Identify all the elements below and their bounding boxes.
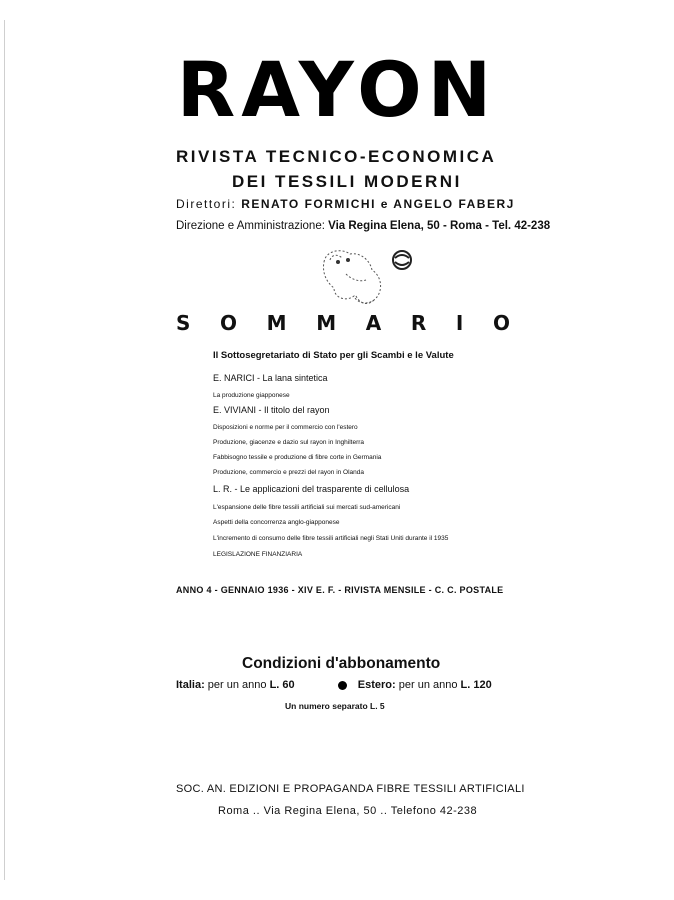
sommario-letter: M [266, 311, 287, 335]
italy-label: Italia: [176, 679, 205, 691]
sommario-letter: S [176, 311, 191, 335]
publisher-name: SOC. AN. EDIZIONI E PROPAGANDA FIBRE TESSILI ARTIFICIALI [176, 783, 525, 795]
toc-entry: Disposizioni e norme per il commercio con l'estero [213, 424, 358, 431]
page-spine-edge [4, 20, 5, 880]
toc-entry: E. VIVIANI - Il titolo del rayon [213, 405, 330, 415]
cat-ball-emblem-icon [316, 240, 420, 312]
toc-entry: Fabbisogno tessile e produzione di fibre corte in Germania [213, 454, 382, 461]
sommario-letter: O [492, 311, 510, 335]
directors-line [176, 197, 515, 211]
subscription-prices [176, 679, 492, 691]
sommario-heading [176, 311, 510, 335]
sommario-letter: R [410, 311, 427, 335]
toc-entry: Produzione, commercio e prezzi del rayon in Olanda [213, 469, 365, 476]
toc-entry: L'espansione delle fibre tessili artificiali sui mercati sud-americani [213, 504, 401, 511]
issue-info-line: ANNO 4 - GENNAIO 1936 - XIV E. F. - RIVISTA MENSILE - C. C. POSTALE [176, 585, 504, 595]
sommario-letter: I [455, 311, 464, 335]
directors-names: RENATO FORMICHI e ANGELO FABERJ [241, 197, 515, 211]
italy-text: per un anno [207, 679, 267, 691]
toc-entry: Il Sottosegretariato di Stato per gli Scambi e le Valute [213, 350, 454, 361]
toc-entry: L'incremento di consumo delle fibre tessili artificiali negli Stati Uniti durante il 1935 [213, 535, 449, 542]
address-line [176, 220, 550, 232]
subtitle-line-2: DEI TESSILI MODERNI [232, 172, 462, 191]
single-issue-price: Un numero separato L. 5 [285, 701, 385, 711]
masthead-title: RAYON [176, 45, 498, 134]
toc-entry: LEGISLAZIONE FINANZIARIA [213, 551, 303, 558]
italy-price: L. 60 [269, 679, 295, 691]
abroad-text: per un anno [398, 679, 458, 691]
subtitle-line-1: RIVISTA TECNICO-ECONOMICA [176, 147, 497, 166]
bullet-dot-icon [338, 681, 347, 690]
toc-entry: L. R. - Le applicazioni del trasparente di cellulosa [213, 484, 410, 494]
abroad-label: Estero: [357, 679, 396, 691]
sommario-letter: A [365, 311, 382, 335]
address-value: Via Regina Elena, 50 - Roma - Tel. 42-238 [328, 220, 551, 232]
publisher-address: Roma .. Via Regina Elena, 50 .. Telefono 42-238 [218, 805, 478, 817]
subscription-title: Condizioni d'abbonamento [242, 655, 441, 672]
directors-label: Direttori: [176, 197, 237, 211]
abroad-price: L. 120 [460, 679, 492, 691]
toc-entry: Aspetti della concorrenza anglo-giapponese [213, 519, 340, 526]
toc-entry: Produzione, giacenze e dazio sul rayon in Inghilterra [213, 439, 365, 446]
toc-entry: E. NARICI - La lana sintetica [213, 373, 328, 383]
toc-entry: La produzione giapponese [213, 392, 290, 399]
sommario-letter: O [220, 311, 238, 335]
sommario-letter: M [316, 311, 337, 335]
address-label: Direzione e Amministrazione: [176, 220, 325, 232]
